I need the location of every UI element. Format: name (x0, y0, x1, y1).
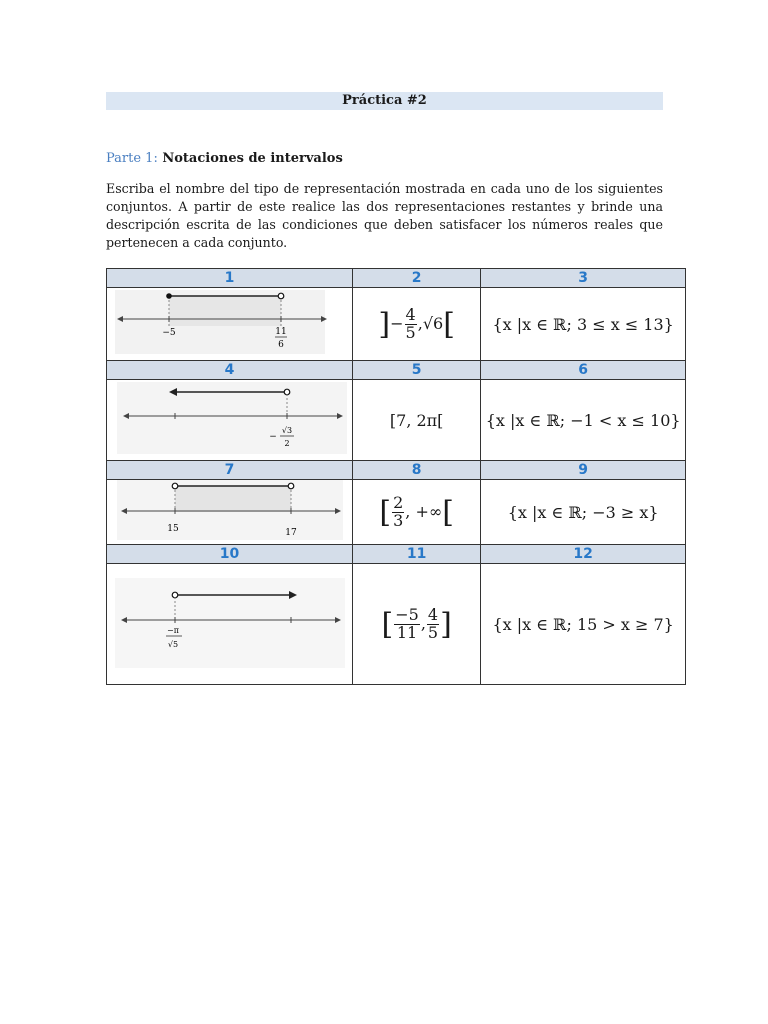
set-notation-9: {x |x ∈ ℝ; −3 ≥ x} (481, 480, 686, 545)
closed-point (166, 293, 172, 299)
number-line-cell (107, 380, 353, 461)
set-notation-3: {x |x ∈ ℝ; 3 ≤ x ≤ 13} (481, 288, 686, 361)
tick-label: 2 (284, 439, 290, 448)
svg-text:−: − (269, 432, 277, 442)
set-notation-12: {x |x ∈ ℝ; 15 > x ≥ 7} (481, 564, 686, 685)
tick-label: 6 (278, 340, 284, 350)
open-point (172, 483, 178, 489)
header-row (107, 545, 686, 564)
exercise-table (106, 268, 686, 685)
cell-number: 4 (107, 361, 353, 380)
cell-number: 11 (353, 545, 481, 564)
number-line-4 (107, 380, 352, 456)
number-line-cell (107, 288, 353, 361)
header-row (107, 269, 686, 288)
open-point (284, 389, 290, 395)
number-line-1 (107, 288, 352, 356)
interval-notation-2: ]− $\frac{4}{5}$ ,√6[ (353, 288, 481, 361)
tick-label: 11 (275, 327, 287, 337)
exercise-row (107, 480, 686, 545)
cell-number: 9 (481, 461, 686, 480)
cell-number: 12 (481, 545, 686, 564)
tick-label: 15 (167, 524, 179, 534)
cell-number: 6 (481, 361, 686, 380)
interval-notation-11: [ $\frac{-5}{11}$ , $\frac{4}{5}$ ] (353, 564, 481, 685)
cell-number: 2 (353, 269, 481, 288)
header-row (107, 361, 686, 380)
exercise-row (107, 564, 686, 685)
section-title: Notaciones de intervalos (162, 151, 343, 166)
tick-label: √3 (281, 426, 293, 435)
number-line-7 (107, 480, 352, 540)
number-line-10 (107, 564, 352, 680)
page-title: Práctica #2 (106, 92, 663, 110)
instructions-paragraph: Escriba el nombre del tipo de representación mostrada en cada uno de los siguientes conjuntos. A partir de este realice las dos representaciones restantes y brinde una descripción escrita de las condiciones que deben satisfacer los números reales que pertenecen a cada conjunto. (106, 181, 663, 250)
section-heading (106, 151, 343, 166)
open-point (278, 293, 284, 299)
exercise-row (107, 288, 686, 361)
tick-label: −π (167, 626, 179, 635)
number-line-cell (107, 480, 353, 545)
cell-number: 10 (107, 545, 353, 564)
open-point (288, 483, 294, 489)
interval-notation-5: [7, 2π[ (353, 380, 481, 461)
tick-label: 17 (285, 528, 297, 538)
set-notation-6: {x |x ∈ ℝ; −1 < x ≤ 10} (481, 380, 686, 461)
cell-number: 3 (481, 269, 686, 288)
tick-label: −5 (162, 328, 176, 338)
cell-number: 1 (107, 269, 353, 288)
cell-number: 7 (107, 461, 353, 480)
open-point (172, 592, 178, 598)
exercise-row (107, 380, 686, 461)
header-row (107, 461, 686, 480)
interval-notation-8: [ $\frac{2}{3}$ , +∞[ (353, 480, 481, 545)
cell-number: 8 (353, 461, 481, 480)
number-line-cell (107, 564, 353, 685)
tick-label: √5 (167, 640, 179, 649)
cell-number: 5 (353, 361, 481, 380)
section-label: Parte 1: (106, 151, 158, 166)
